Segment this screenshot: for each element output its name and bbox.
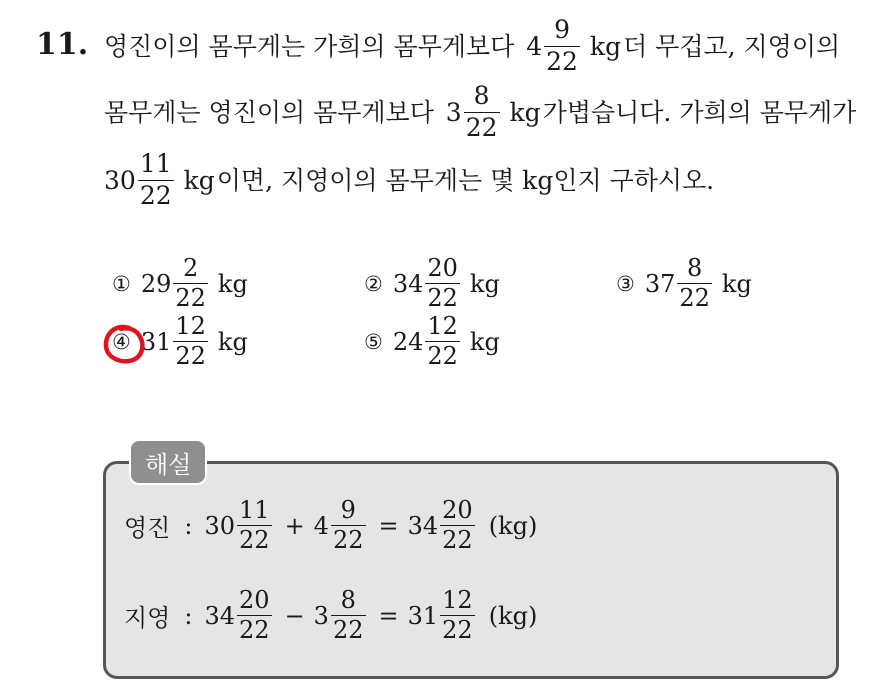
unit: kg [217, 327, 248, 356]
equals: = [378, 601, 399, 630]
fraction-numerator: 8 [473, 81, 490, 111]
fraction-numerator: 8 [340, 586, 356, 614]
question-text: 가볍습니다. 가희의 몸무게가 [542, 97, 857, 127]
fraction-numerator: 20 [239, 586, 270, 614]
fraction [331, 588, 366, 643]
choice-1[interactable] [112, 256, 250, 311]
choice-number-3: ③ [616, 271, 635, 296]
fraction-denominator: 22 [175, 284, 206, 313]
colon: : [184, 601, 193, 630]
unit: kg [469, 269, 500, 298]
fraction-denominator: 22 [679, 284, 710, 313]
unit: (kg) [488, 601, 538, 630]
operator: + [284, 511, 305, 540]
question-text: 몸무게는 영진이의 몸무게보다 [104, 97, 442, 127]
choice-3[interactable] [616, 256, 754, 311]
fraction-denominator: 22 [546, 46, 578, 76]
fraction-numerator: 12 [442, 586, 473, 614]
fraction [440, 498, 475, 553]
choice-number-2: ② [364, 271, 383, 296]
fraction [138, 151, 174, 209]
fraction [425, 256, 460, 311]
fraction-denominator: 22 [175, 342, 206, 371]
fraction-denominator: 22 [139, 180, 172, 210]
fraction-whole: 31 [407, 601, 439, 630]
fraction-whole: 34 [392, 269, 424, 298]
fraction-numerator: 20 [427, 254, 458, 282]
fraction-numerator: 11 [239, 496, 270, 524]
fraction [425, 314, 460, 369]
choice-number-5: ⑤ [364, 329, 383, 354]
fraction-whole: 34 [407, 511, 439, 540]
unit: kg [721, 269, 752, 298]
fraction [464, 83, 500, 141]
question-text: 인지 구하시오. [553, 165, 715, 195]
solution-line-1 [124, 498, 539, 553]
unit: kg [469, 327, 500, 356]
question-text: 더 무겁고, 지영이의 [623, 31, 841, 61]
solution-badge: 해설 [129, 439, 207, 485]
unit: kg [589, 31, 622, 61]
fraction-whole: 3 [313, 601, 329, 630]
fraction-numerator: 8 [687, 254, 703, 282]
question-text: 영진이의 몸무게는 가희의 몸무게보다 [104, 31, 523, 61]
choice-2[interactable] [364, 256, 502, 311]
answer-circle-mark [101, 322, 149, 366]
solution-label: 영진 [124, 514, 171, 543]
fraction-denominator: 22 [332, 526, 364, 555]
fraction-numerator: 11 [139, 149, 172, 179]
question-line-3 [104, 150, 714, 210]
choice-5[interactable] [364, 314, 502, 369]
fraction-whole: 3 [445, 97, 462, 127]
unit: kg [183, 165, 215, 195]
choice-number-4: ④ [112, 329, 131, 354]
fraction-numerator: 12 [175, 312, 206, 340]
operator: − [284, 601, 305, 630]
fraction-whole: 34 [204, 601, 236, 630]
fraction-denominator: 22 [427, 284, 458, 313]
fraction-denominator: 22 [442, 526, 473, 555]
unit: kg [522, 165, 554, 195]
question-line-1 [104, 16, 840, 76]
question-number: 11. [36, 27, 89, 62]
fraction [440, 588, 475, 643]
unit: (kg) [488, 511, 538, 540]
fraction [237, 588, 272, 643]
fraction-denominator: 22 [239, 526, 270, 555]
fraction-whole: 24 [392, 327, 424, 356]
question-line-2 [104, 82, 856, 142]
fraction-numerator: 2 [183, 254, 199, 282]
fraction-denominator: 22 [442, 616, 473, 645]
fraction [544, 17, 580, 75]
fraction-denominator: 22 [239, 616, 270, 645]
unit: kg [509, 97, 541, 127]
fraction-numerator: 9 [340, 496, 356, 524]
question-text: 이면, 지영이의 몸무게는 몇 [216, 165, 523, 195]
fraction-whole: 29 [140, 269, 172, 298]
unit: kg [217, 269, 248, 298]
solution-line-2 [124, 588, 539, 643]
fraction-numerator: 12 [427, 312, 458, 340]
equals: = [378, 511, 399, 540]
fraction [173, 256, 208, 311]
fraction-denominator: 22 [465, 112, 498, 142]
fraction-denominator: 22 [332, 616, 364, 645]
colon: : [184, 511, 193, 540]
fraction-whole: 30 [204, 511, 236, 540]
fraction-whole: 30 [104, 165, 136, 195]
solution-label: 지영 [124, 604, 171, 633]
fraction [237, 498, 272, 553]
fraction-whole: 37 [644, 269, 676, 298]
solution-box [103, 461, 839, 679]
fraction-whole: 31 [140, 327, 172, 356]
fraction-whole: 4 [313, 511, 329, 540]
choice-number-1: ① [112, 271, 131, 296]
fraction-numerator: 9 [554, 15, 570, 45]
fraction-denominator: 22 [427, 342, 458, 371]
fraction [173, 314, 208, 369]
fraction-numerator: 20 [442, 496, 473, 524]
fraction [331, 498, 366, 553]
fraction [677, 256, 712, 311]
fraction-whole: 4 [526, 31, 543, 61]
